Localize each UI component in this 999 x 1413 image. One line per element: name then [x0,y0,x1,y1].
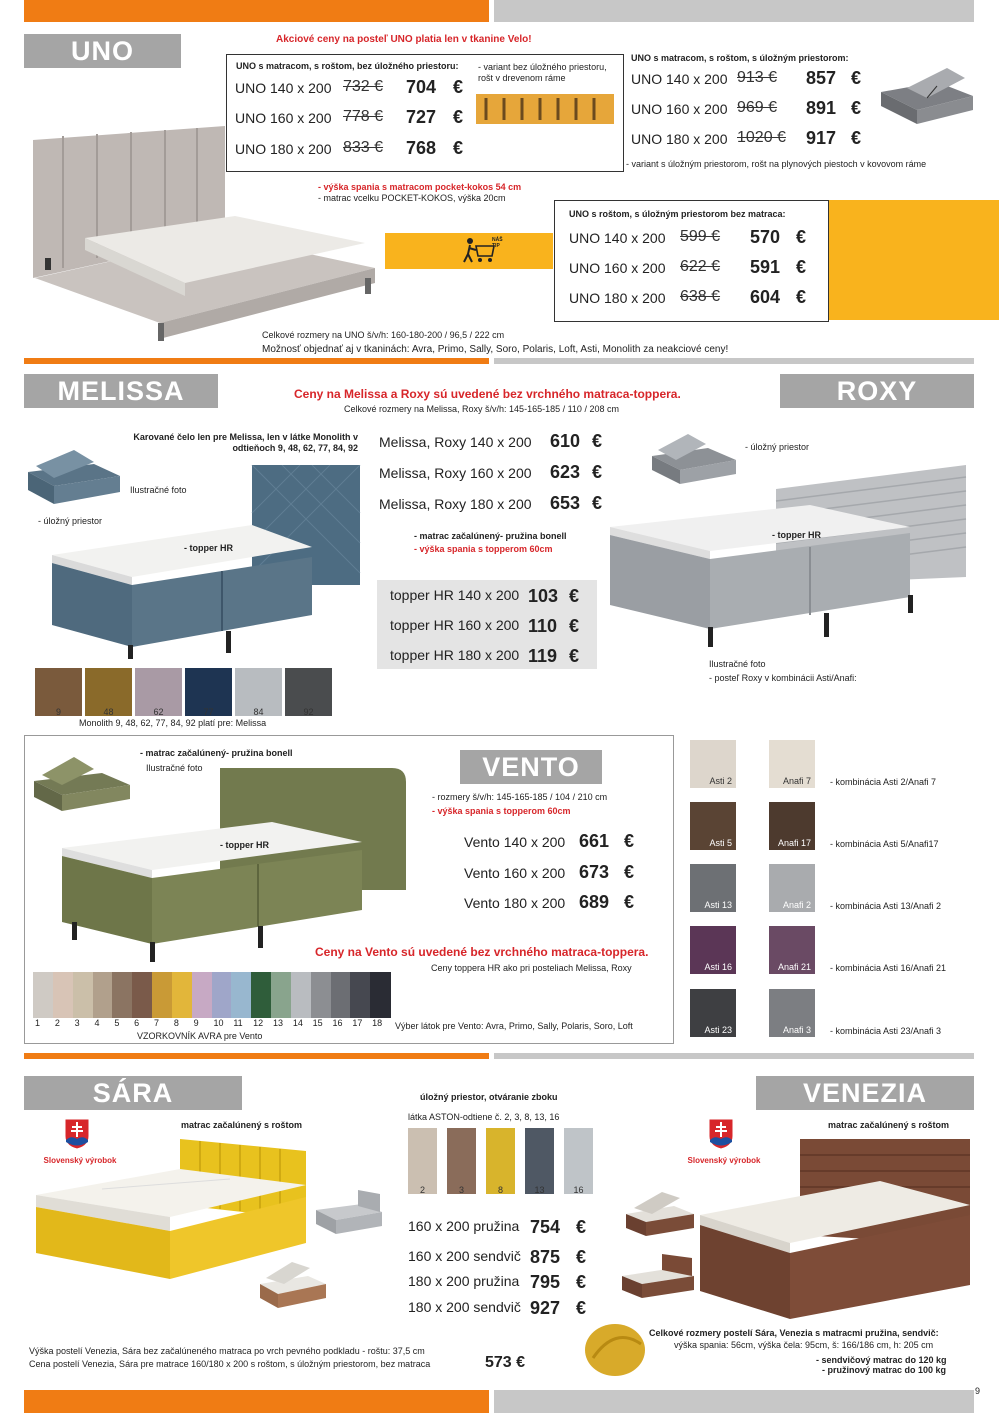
avra-sample-number: 7 [154,1018,160,1028]
old-price: 622 € [680,258,721,275]
avra-sample-number: 16 [332,1018,343,1028]
uno-fabrics: Možnosť objednať aj v tkaninách: Avra, Primo, Sally, Soro, Polaris, Loft, Asti, Monolith za neakciové ceny! [262,344,729,355]
fabric-swatch: 9 [35,668,82,716]
asti-swatch: Asti 23 [690,989,736,1037]
vento-topper: - topper HR [220,840,269,850]
venezia-bed-image [690,1135,980,1325]
uno-tip-icon [462,236,506,266]
currency: € [592,431,603,451]
avra-sample-strip [311,972,332,1018]
anafi-swatch: Anafi 17 [769,802,815,850]
avra-sample-strip [192,972,213,1018]
melissa-headboard-note: Karované čelo len pre Melissa, len v látke Monolith v odtieňoch 9, 48, 62, 77, 84, 92 [133,432,358,453]
top-bar-orange [24,0,489,22]
currency: € [851,98,862,118]
anafi-swatch: Anafi 3 [769,989,815,1037]
made-in-label: Slovenský výrobok [43,1156,117,1165]
new-price: 891 [806,98,837,118]
asti-swatch: Asti 2 [690,740,736,788]
price-label: 180 x 200 sendvič [408,1299,521,1315]
price-note: Cena postelí Venezia, Sára pre matrace 160/180 x 200 s roštom, s úložným priestorom, bez matraca [29,1359,431,1369]
tip-label: NÁŠ TIP [492,237,503,249]
currency: € [592,493,603,513]
avra-sample-strip [73,972,94,1018]
avra-sample-strip [370,972,391,1018]
venezia-storage-image-2 [618,1250,698,1300]
avra-sample-number: 8 [173,1018,179,1028]
fabric-swatch: 48 [85,668,132,716]
currency: € [796,257,807,277]
uno-sleep-height: - výška spania s matracom pocket-kokos 54 cm [318,182,522,192]
avra-sample-strip [132,972,153,1018]
anafi-swatch: Anafi 7 [769,740,815,788]
new-price: 119 [528,646,558,666]
new-price: 875 [530,1247,561,1267]
combo-label: - kombinácia Asti 16/Anafi 21 [830,963,947,973]
avra-sample-strip [251,972,272,1018]
avra-sample-number: 18 [372,1018,383,1028]
currency: € [576,1272,587,1292]
new-price: 604 [750,287,781,307]
avra-sample-strip [152,972,173,1018]
new-price: 754 [530,1217,561,1237]
bottom-bar-gray [494,1390,974,1413]
currency: € [453,107,464,127]
uno-dims: Celkové rozmery na UNO š/v/h: 160-180-200 / 96,5 / 222 cm [262,330,505,340]
new-price: 591 [750,257,781,277]
price-label: UNO 180 x 200 [569,290,666,306]
aston-swatch: 13 [525,1128,554,1194]
price-label: Melissa, Roxy 180 x 200 [379,496,532,512]
vento-mattress-note: - matrac začalúnený- pružina bonell [140,748,293,758]
avra-sample-number: 5 [114,1018,120,1028]
new-price: 689 [579,892,610,912]
currency: € [453,77,464,97]
aston-swatch: 8 [486,1128,515,1194]
avra-sample-number: 4 [94,1018,100,1028]
avra-sample-number: 10 [213,1018,224,1028]
new-price: 727 [406,107,437,127]
uno-promo: Akciové ceny na posteľ UNO platia len v tkanine Velo! [276,34,532,45]
combo-label: - kombinácia Asti 13/Anafi 2 [830,901,942,911]
avra-sample-strip [172,972,193,1018]
new-price: 795 [530,1272,561,1292]
currency: € [796,227,807,247]
old-price: 969 € [737,99,778,116]
currency: € [569,646,580,666]
new-price: 103 [528,586,559,606]
price-label: topper HR 140 x 200 [390,587,520,603]
combo-label: - kombinácia Asti 2/Anafi 7 [830,777,937,787]
new-price: 570 [750,227,781,247]
uno-slatted-frame-image [476,94,614,124]
vento-sleep-note: - výška spania s topperom 60cm [432,806,571,816]
roxy-title: ROXY [780,374,974,408]
currency: € [576,1217,587,1237]
old-price: 732 € [343,78,384,95]
avra-sample-number: 11 [233,1018,243,1028]
currency: € [576,1298,587,1318]
roxy-storage: - úložný priestor [745,442,810,452]
vento-illus: Ilustračné foto [146,763,203,773]
combo-label: - kombinácia Asti 23/Anafi 3 [830,1026,942,1036]
sara-title: SÁRA [24,1076,242,1110]
sara-storage-header: úložný priestor, otváranie zboku [420,1092,558,1102]
new-price: 653 [550,493,581,513]
melissa-dims: Celkové rozmery na Melissa, Roxy š/v/h: 145-165-185 / 110 / 208 cm [344,404,619,414]
old-price: 599 € [680,228,721,245]
avra-sample-strip [331,972,352,1018]
price-label: UNO 140 x 200 [235,80,332,96]
price-label: 180 x 200 pružina [408,1273,520,1289]
sara-gray-bed-image [312,1188,384,1238]
currency: € [624,831,635,851]
venezia-storage-image-1 [622,1190,698,1240]
melissa-title: MELISSA [24,374,218,408]
roxy-illus: Ilustračné foto [709,659,766,669]
avra-sample-strip [33,972,54,1018]
fabric-swatch: 84 [235,668,282,716]
vento-bed-image [62,766,406,968]
avra-sample-number: 13 [273,1018,284,1028]
uno-title: UNO [24,34,181,68]
uno-tip-band-right [827,200,999,320]
page-number: 9 [975,1386,981,1396]
melissa-illus: Ilustračné foto [130,485,187,495]
anafi-swatch: Anafi 2 [769,864,815,912]
avra-sample-number: 1 [35,1018,41,1028]
new-price: 927 [530,1298,561,1318]
top-bar-gray [494,0,974,22]
old-price: 833 € [343,139,384,156]
currency: € [624,892,635,912]
new-price: 857 [806,68,837,88]
price-label: UNO 140 x 200 [569,230,666,246]
avra-sampler [33,972,390,1026]
price-label: UNO 160 x 200 [235,110,332,126]
currency: € [569,616,580,636]
anafi-swatch: Anafi 21 [769,926,815,974]
price-label: UNO 140 x 200 [631,71,728,87]
uno-box2-header: UNO s matracom, s roštom, s úložným priestorom: [631,53,849,63]
uno-box1-header: UNO s matracom, s roštom, bez úložného priestoru: [236,61,459,71]
melissa-storage: - úložný priestor [38,516,103,526]
avra-sample-strip [93,972,114,1018]
roxy-combo: - posteľ Roxy v kombinácii Asti/Anafi: [709,673,857,683]
venezia-dims-line: výška spania: 56cm, výška čela: 95cm, š: 166/186 cm, h: 205 cm [674,1340,934,1350]
new-price: 704 [406,77,437,97]
currency: € [851,68,862,88]
asti-swatch: Asti 5 [690,802,736,850]
price-label: Melissa, Roxy 160 x 200 [379,465,532,481]
currency: € [624,862,635,882]
avra-sample-number: 6 [134,1018,140,1028]
vento-fabrics: Výber látok pre Vento: Avra, Primo, Sally, Polaris, Soro, Loft [395,1021,633,1031]
aston-swatch: 2 [408,1128,437,1194]
price-label: topper HR 160 x 200 [390,617,520,633]
new-price: 917 [806,128,837,148]
avra-sample-number: 3 [74,1018,80,1028]
fabric-swatch: 62 [135,668,182,716]
new-price: 661 [579,831,610,851]
asti-swatch: Asti 13 [690,864,736,912]
price-label: Melissa, Roxy 140 x 200 [379,434,532,450]
divider-orange [24,1053,489,1059]
price-label: 160 x 200 sendvič [408,1248,521,1264]
uno-mattress: - matrac vcelku POCKET-KOKOS, výška 20cm [318,193,506,203]
divider-orange [24,358,489,364]
avra-sample-number: 14 [292,1018,303,1028]
price-label: Vento 180 x 200 [464,895,566,911]
swatch-caption: Monolith 9, 48, 62, 77, 84, 92 platí pre: Melissa [79,718,267,728]
melissa-bed-image [52,465,362,665]
price-label: topper HR 180 x 200 [390,647,520,663]
currency: € [569,586,580,606]
avra-sample-strip [291,972,312,1018]
avra-sample-strip [112,972,133,1018]
old-price: 913 € [737,69,778,86]
height-note: Výška postelí Venezia, Sára bez začalúneného matraca po vrch pevného podkladu - roštu: 37,5 cm [29,1346,425,1356]
vento-dims: - rozmery š/v/h: 145-165-185 / 104 / 210 cm [432,792,608,802]
sara-fabric-note: látka ASTON-odtiene č. 2, 3, 8, 13, 16 [408,1112,560,1122]
melissa-topper: - topper HR [184,543,233,553]
avra-sample-number: 17 [352,1018,363,1028]
divider-gray [494,358,974,364]
sara-storage-image [256,1258,328,1310]
avra-sample-number: 12 [253,1018,264,1028]
vento-note: Ceny na Vento sú uvedené bez vrchného matraca-toppera. [315,945,649,959]
price-label: 160 x 200 pružina [408,1218,520,1234]
made-in-label: Slovenský výrobok [687,1156,761,1165]
venezia-dims-title: Celkové rozmery postelí Sára, Venezia s matracmi pružina, sendvič: [649,1328,939,1338]
price-label: UNO 180 x 200 [631,131,728,147]
sandwich-note: - sendvičový matrac do 120 kg [816,1355,947,1365]
vento-topper-note: Ceny toppera HR ako pri posteliach Melissa, Roxy [431,963,632,973]
currency: € [453,138,464,158]
new-price: 768 [406,138,437,158]
venezia-mattress: matrac začalúnený s roštom [828,1120,950,1130]
melissa-note: Ceny na Melissa a Roxy sú uvedené bez vrchného matraca-toppera. [294,387,681,401]
currency: € [576,1247,587,1267]
price-note-value: 573 € [485,1354,526,1371]
fabric-swatch: 77 [185,668,232,716]
price-label: Vento 160 x 200 [464,865,566,881]
sampler-caption: VZORKOVNÍK AVRA pre Vento [137,1031,263,1041]
uno-box1-note: - variant bez úložného priestoru, rošt v drevenom ráme [478,62,607,83]
avra-sample-number: 15 [312,1018,323,1028]
new-price: 610 [550,431,581,451]
divider-gray [494,1053,974,1059]
avra-sample-number: 9 [193,1018,199,1028]
asti-swatch: Asti 16 [690,926,736,974]
avra-sample-strip [212,972,233,1018]
melissa-sleep-note: - výška spania s topperom 60cm [414,544,553,554]
roxy-topper: - topper HR [772,530,821,540]
sara-mattress: matrac začalúnený s roštom [181,1120,303,1130]
new-price: 110 [528,616,558,636]
price-label: UNO 160 x 200 [631,101,728,117]
aston-swatch: 16 [564,1128,593,1194]
price-label: Vento 140 x 200 [464,834,566,850]
currency: € [796,287,807,307]
venezia-title: VENEZIA [756,1076,974,1110]
avra-sample-strip [231,972,252,1018]
new-price: 623 [550,462,581,482]
price-label: UNO 160 x 200 [569,260,666,276]
new-price: 673 [579,862,610,882]
avra-sample-strip [350,972,371,1018]
price-label: UNO 180 x 200 [235,141,332,157]
currency: € [851,128,862,148]
avra-sample-number: 2 [54,1018,60,1028]
currency: € [592,462,603,482]
vento-title: VENTO [460,750,602,784]
roxy-bed-image [610,465,972,660]
uno-box3-header: UNO s roštom, s úložným priestorom bez matraca: [569,209,786,219]
aston-swatch: 3 [447,1128,476,1194]
bottom-bar-orange [24,1390,489,1413]
old-price: 1020 € [737,129,786,146]
uno-box2-note: - variant s úložným priestorom, rošt na plynových piestoch v kovovom ráme [626,159,927,169]
old-price: 638 € [680,288,721,305]
spring-note: - pružinový matrac do 100 kg [822,1365,947,1375]
avra-sample-strip [271,972,292,1018]
avra-sample-strip [53,972,74,1018]
fabric-roll-image [583,1318,647,1378]
fabric-swatch: 92 [285,668,332,716]
old-price: 778 € [343,108,384,125]
melissa-mattress-note: - matrac začalúnený- pružina bonell [414,531,567,541]
combo-label: - kombinácia Asti 5/Anafi17 [830,839,939,849]
uno-storage-bed-image [877,62,977,130]
